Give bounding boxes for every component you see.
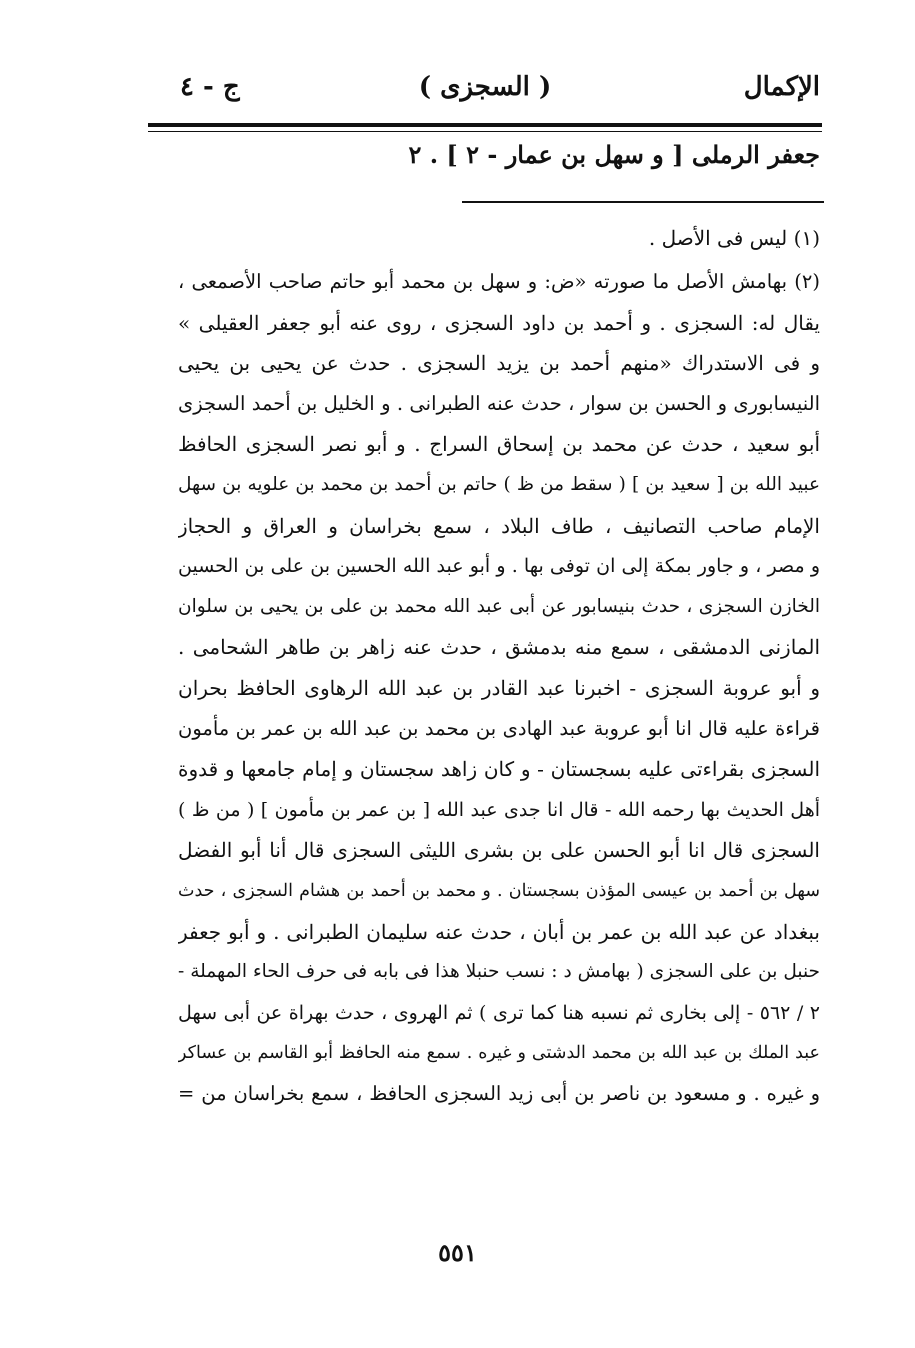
- footnote-line: الخازن السجزى ، حدث بنيسابور عن أبى عبد الله محمد بن على بن يحيى بن سلوان: [178, 595, 820, 617]
- footnote-separator: [462, 201, 824, 203]
- footnote-line: النيسابورى و الحسن بن سوار ، حدث عنه الطبرانى . و الخليل بن أحمد السجزى: [178, 391, 820, 415]
- footnote-line: (١) ليس فى الأصل .: [648, 226, 820, 250]
- footnote-line: يقال له: السجزى . و أحمد بن داود السجزى ، روى عنه أبو جعفر العقيلى »: [178, 310, 820, 335]
- footnote-line: و فى الاستدراك «منهم أحمد بن يزيد السجزى . حدث عن يحيى بن يحيى: [178, 351, 820, 376]
- footnote-line: السجزى قال انا أبو الحسن على بن بشرى الليثى السجزى قال أنا أبو الفضل: [178, 838, 820, 863]
- footnote-line: و مصر ، و جاور بمكة إلى ان توفى بها . و أبو عبد الله الحسين بن على بن الحسين: [178, 555, 820, 578]
- footnote-line: عبد الملك بن عبد الله بن محمد الدشتى و غيره . سمع منه الحافظ أبو القاسم بن عساكر: [178, 1043, 820, 1064]
- footnote-line: ببغداد عن عبد الله بن عمر بن أبان ، حدث عنه سليمان الطبرانى . و أبو جعفر: [178, 919, 820, 944]
- footnote-line: أهل الحديث بها رحمه الله - قال انا جدى عبد الله [ بن عمر بن مأمون ] ( من ظ ): [178, 798, 820, 821]
- footnote-line: السجزى بقراءتى عليه بسجستان - و كان زاهد سجستان و إمام جامعها و قدوة: [178, 757, 820, 782]
- footnote-line: ٢ / ٥٦٢ - إلى بخارى ثم نسبه هنا كما ترى ) ثم الهروى ، حدث بهراة عن أبى سهل: [178, 1001, 820, 1024]
- footnote-line: حنبل بن على السجزى ( بهامش د : نسب حنبلا هذا فى بابه فى حرف الحاء المهملة -: [178, 961, 820, 983]
- footnote-line: قراءة عليه قال انا أبو عروبة عبد الهادى بن محمد بن عبد الله بن عمر بن مأمون: [178, 716, 820, 740]
- main-text-line: جعفر الرملى [ و سهل بن عمار - ٢ ] . ٢: [408, 140, 820, 169]
- volume-number: ج - ٤: [180, 72, 240, 102]
- footnotes: [178, 218, 820, 1114]
- chapter-title: ( السجزى ): [418, 72, 552, 102]
- footnote-line: الإمام صاحب التصانيف ، طاف البلاد ، سمع بخراسان و العراق و الحجاز: [178, 513, 820, 538]
- book-title: الإكمال: [743, 72, 820, 102]
- footnote-line: و غيره . و مسعود بن ناصر بن أبى زيد السجزى الحافظ ، سمع بخراسان من =: [178, 1081, 820, 1105]
- running-head: [150, 64, 820, 114]
- header-rule-thin: [148, 131, 822, 132]
- header-rule-thick: [148, 123, 822, 127]
- footnote-line: سهل بن أحمد بن عيسى المؤذن بسجستان . و محمد بن أحمد بن هشام السجزى ، حدث: [178, 880, 820, 901]
- page-number: ٥٥١: [438, 1238, 477, 1267]
- footnote-line: عبيد الله بن [ سعيد بن ] ( سقط من ظ ) حاتم بن أحمد بن محمد بن علويه بن سهل: [178, 473, 820, 495]
- footnote-line: أبو سعيد ، حدث عن محمد بن إسحاق السراج . و أبو نصر السجزى الحافظ: [178, 432, 820, 457]
- footnote-line: المازنى الدمشقى ، سمع منه بدمشق ، حدث عنه زاهر بن طاهر الشحامى .: [178, 635, 820, 660]
- footnote-line: و أبو عروبة السجزى - اخبرنا عبد القادر بن عبد الله الرهاوى الحافظ بحران: [178, 675, 820, 700]
- footnote-line: (٢) بهامش الأصل ما صورته «ض: و سهل بن محمد أبو حاتم صاحب الأصمعى ،: [178, 270, 820, 293]
